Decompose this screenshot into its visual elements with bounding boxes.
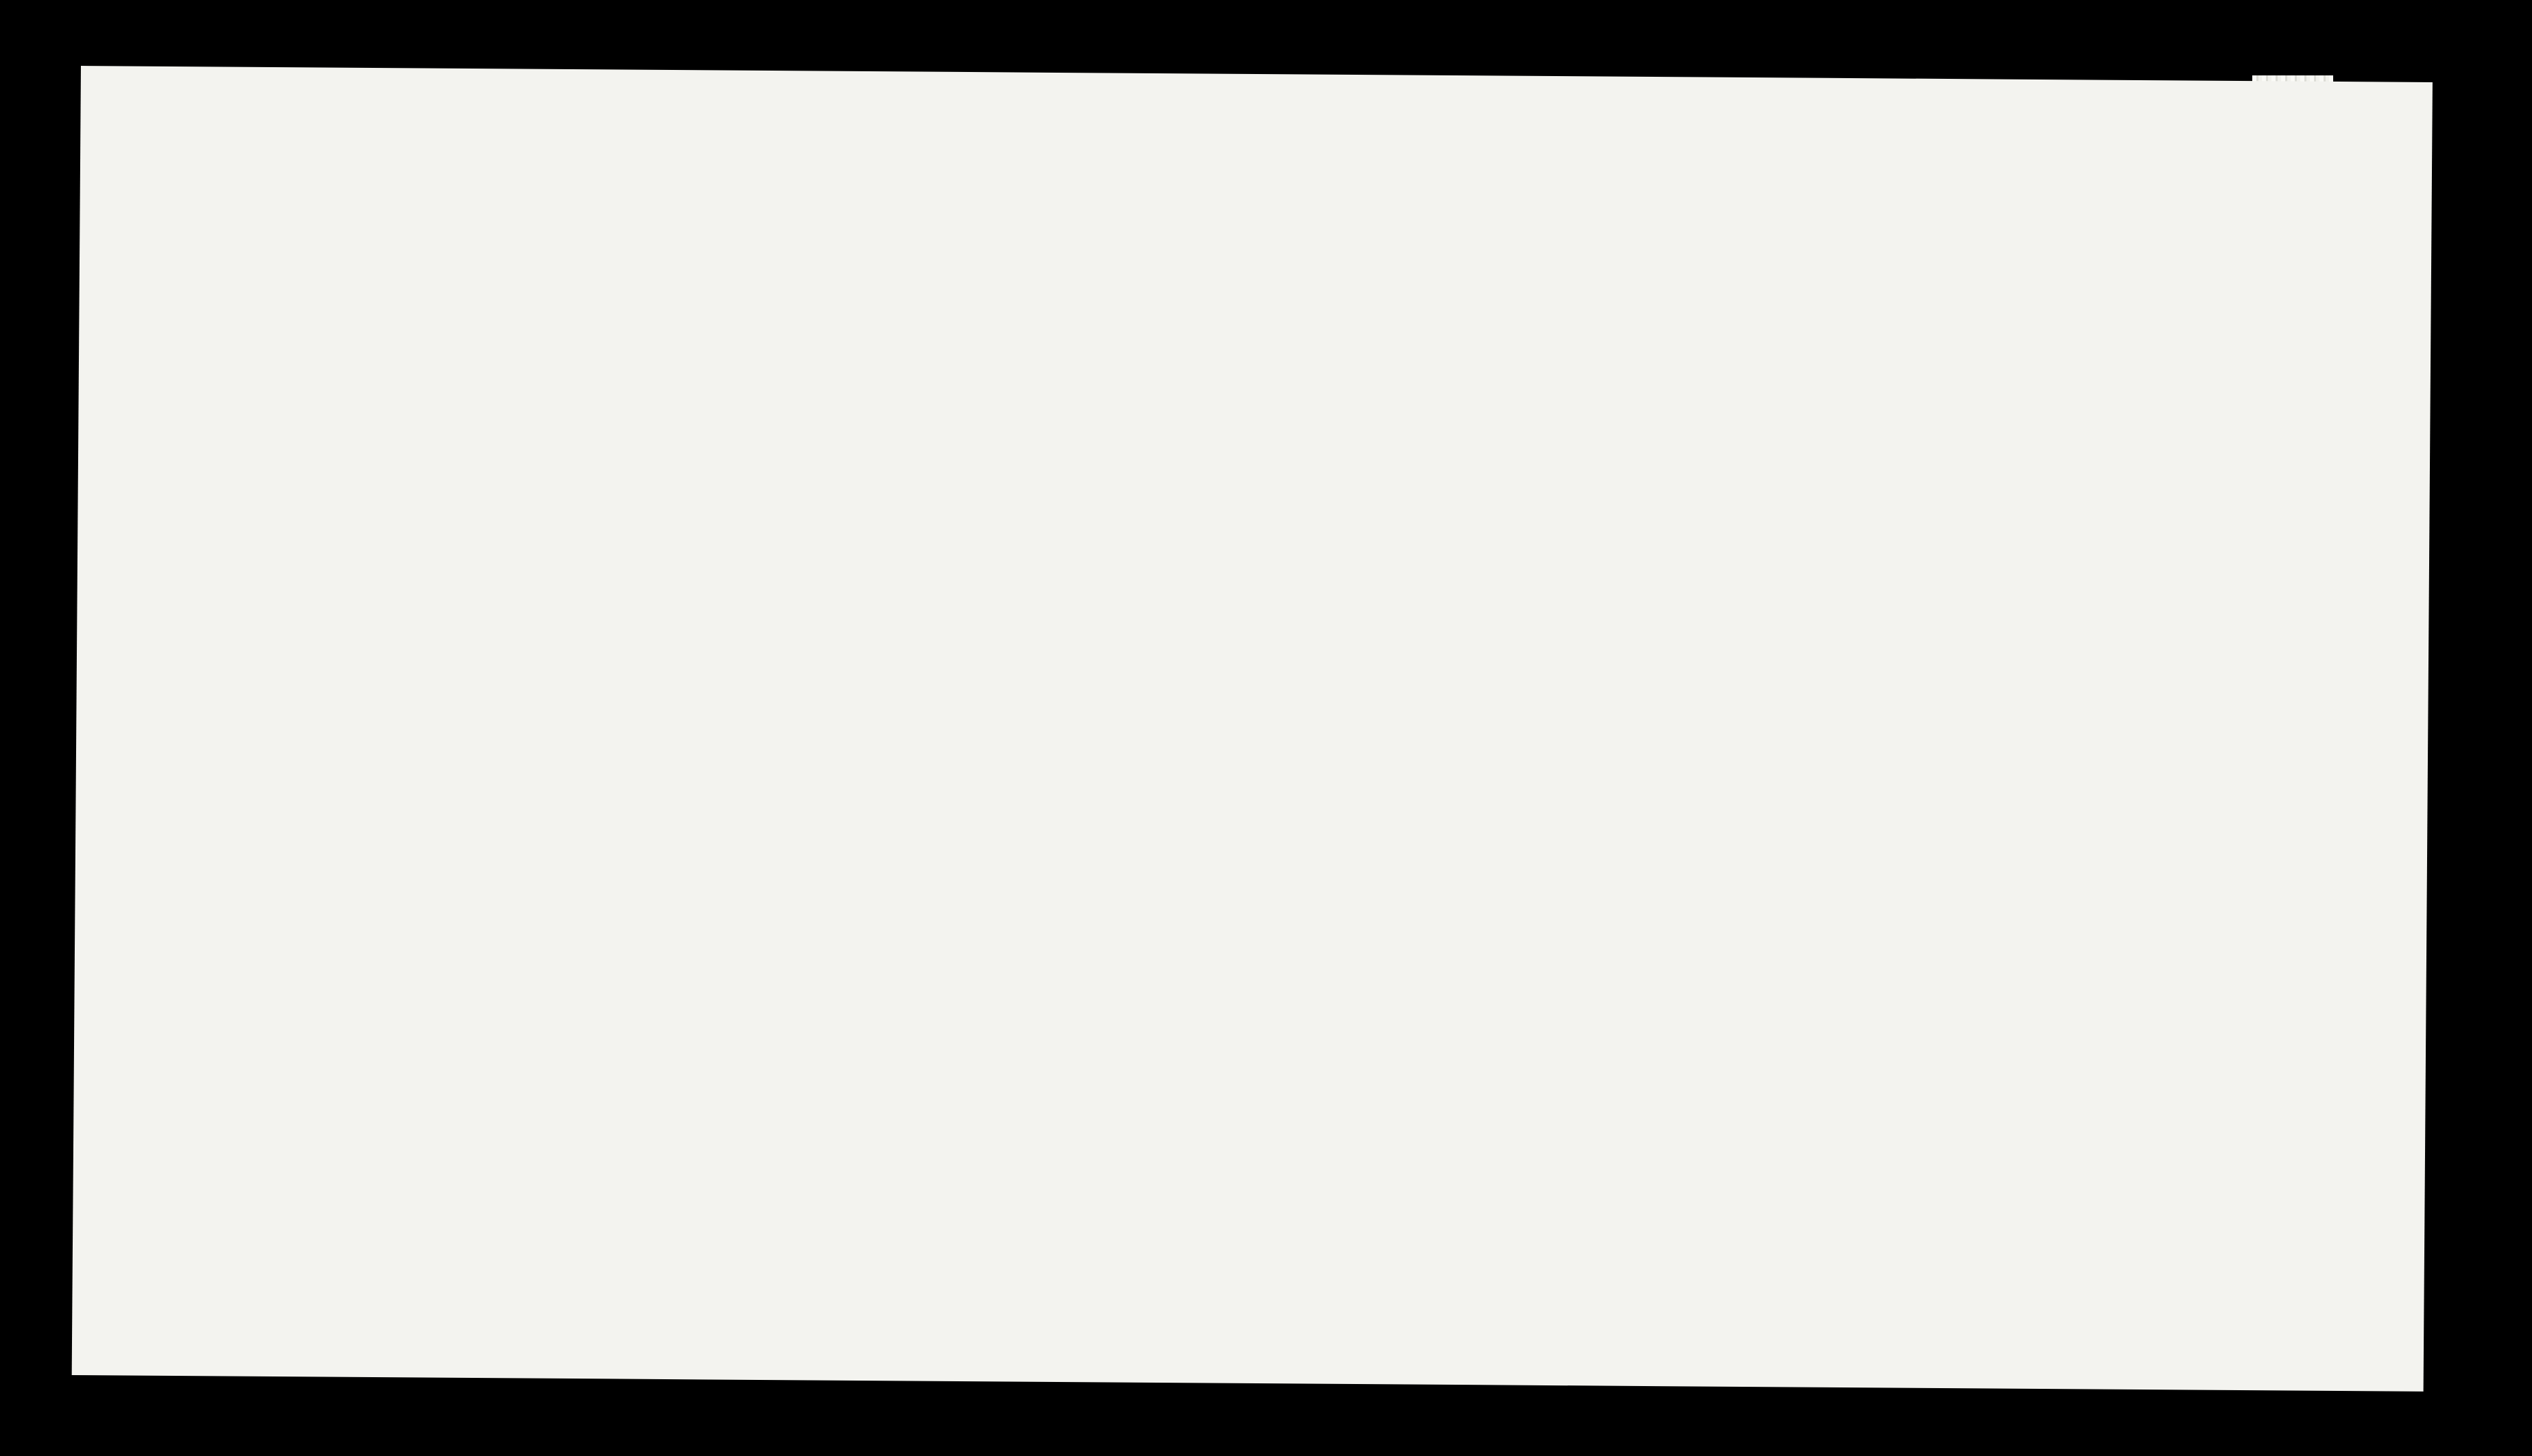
census-card bbox=[72, 66, 2433, 1392]
form-sheet bbox=[72, 66, 2433, 1392]
